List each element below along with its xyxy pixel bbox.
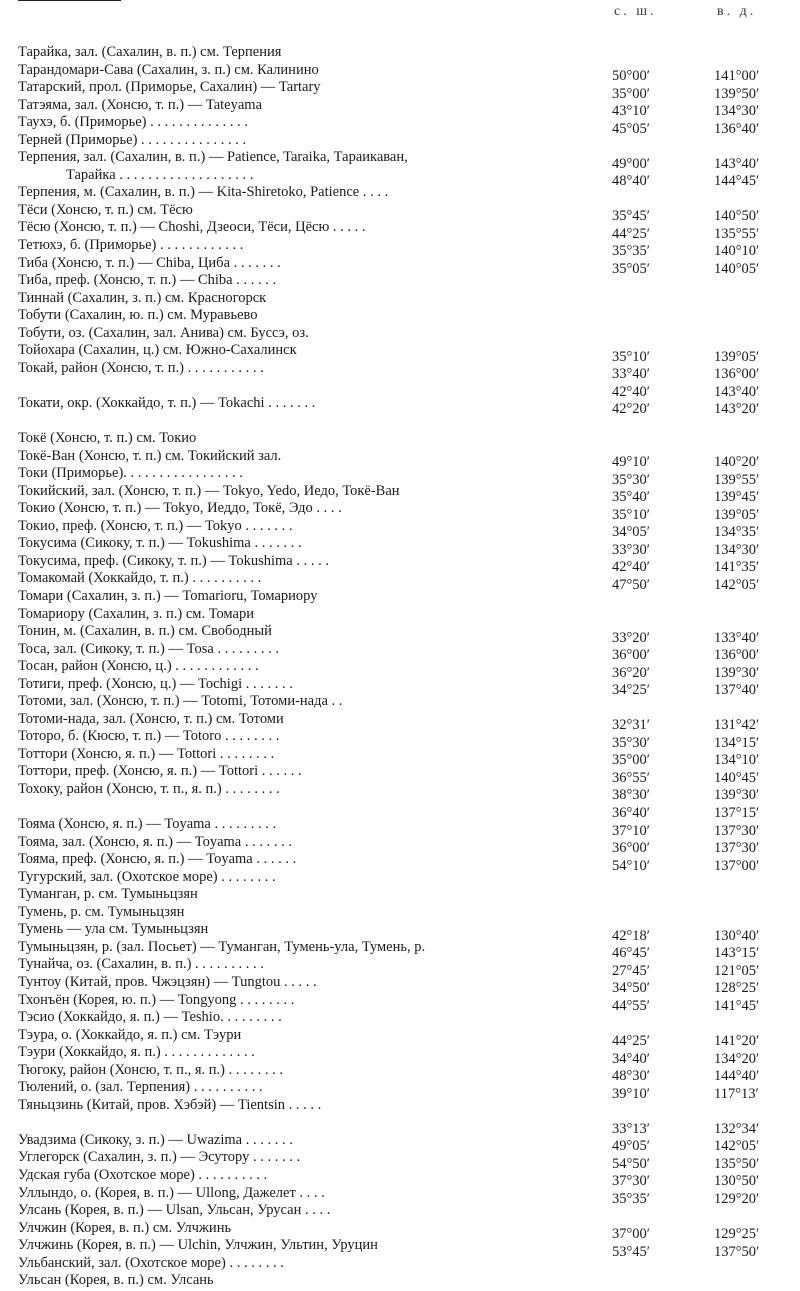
coordinate-row xyxy=(606,191,796,209)
coordinate-row xyxy=(606,208,796,226)
gazetteer-entry: Удская губа (Охотское море) . . . . . . . . . . xyxy=(18,1167,268,1183)
gazetteer-entry: Улсань (Корея, в. п.) — Ulsan, Ульсан, Урусан . . . . xyxy=(18,1202,331,1219)
latitude-value: 36°40′ xyxy=(612,804,650,821)
coordinate-row xyxy=(606,858,796,876)
longitude-value: 139°45′ xyxy=(714,489,760,506)
longitude-value: 140°05′ xyxy=(714,261,760,278)
longitude-value: 134°15′ xyxy=(714,734,760,751)
coordinate-row xyxy=(606,1244,796,1262)
longitude-value: 144°45′ xyxy=(714,173,760,190)
coordinate-row xyxy=(606,1138,796,1156)
longitude-value: 136°00′ xyxy=(714,647,760,664)
gazetteer-entry: Уллындо, о. (Корея, в. п.) — Ullong, Дажелет . . . . xyxy=(18,1184,325,1201)
coordinate-row xyxy=(606,384,796,402)
gazetteer-entry: Улчжин (Корея, в. п.) см. Улчжинь xyxy=(18,1219,232,1236)
latitude-value: 44°25′ xyxy=(612,1033,650,1050)
coordinate-row xyxy=(606,717,796,735)
gazetteer-entry: Тотиги, преф. (Хонсю, ц.) — Tochigi . . . . . . . xyxy=(18,675,293,692)
coordinate-row xyxy=(606,542,796,560)
gazetteer-entry: Тугурский, зал. (Охотское море) . . . . . . . . xyxy=(18,868,276,885)
longitude-value: 142°05′ xyxy=(714,576,760,593)
gazetteer-entry: Тумень — ула см. Тумыньцзян xyxy=(18,921,209,938)
gazetteer-entry: Тонин, м. (Сахалин, в. п.) см. Свободный xyxy=(18,623,272,640)
coordinate-row xyxy=(606,630,796,648)
coordinate-row xyxy=(606,577,796,595)
gazetteer-entry: Токийский, зал. (Хонсю, т. п.) — Tokyo, Yedo, Иедо, Токё-Ван xyxy=(18,482,400,499)
longitude-value: 134°35′ xyxy=(714,524,760,541)
latitude-value: 35°30′ xyxy=(612,734,650,751)
gazetteer-entry: Углегорск (Сахалин, з. п.) — Эсутору . . . . . . . xyxy=(18,1149,301,1166)
gazetteer-entry: Терпения, м. (Сахалин, в. п.) — Kita-Shiretoko, Patience . . . . xyxy=(18,184,389,201)
gazetteer-entry: Тумыньцзян, р. (зал. Посьет) — Туманган, Тумень-ула, Тумень, р. xyxy=(18,938,426,955)
coordinate-row xyxy=(606,243,796,261)
coordinate-row xyxy=(606,1016,796,1034)
gazetteer-entry: Ульсан (Корея, в. п.) см. Улсань xyxy=(18,1272,214,1289)
gazetteer-entry: Увадзима (Сикоку, з. п.) — Uwazima . . . . . . . xyxy=(18,1131,293,1148)
coordinate-row xyxy=(606,1033,796,1051)
longitude-value: 134°10′ xyxy=(714,752,760,769)
longitude-value: 133°40′ xyxy=(714,629,760,646)
longitude-value: 143°15′ xyxy=(714,945,760,962)
longitude-value: 139°50′ xyxy=(714,85,760,102)
coordinate-row xyxy=(606,682,796,700)
coordinate-row xyxy=(606,296,796,314)
gazetteer-entry: Тарандомари-Сава (Сахалин, з. п.) см. Калинино xyxy=(18,61,319,78)
gazetteer-entry: Ульбанский, зал. (Охотское море) . . . . . . . . xyxy=(18,1254,284,1271)
coordinate-row xyxy=(606,647,796,665)
latitude-value: 46°45′ xyxy=(612,945,650,962)
latitude-value: 34°50′ xyxy=(612,980,650,997)
latitude-value: 35°40′ xyxy=(612,489,650,506)
gazetteer-entry: Тобути (Сахалин, ю. п.) см. Муравьево xyxy=(18,307,258,324)
longitude-value: 129°20′ xyxy=(714,1191,760,1207)
longitude-value: 139°05′ xyxy=(714,506,760,523)
gazetteer-entry: Терней (Приморье) . . . . . . . . . . . . . . . xyxy=(18,131,247,148)
gazetteer-entry: Токусима (Сикоку, т. п.) — Tokushima . . . . . . . xyxy=(18,535,302,552)
longitude-value: 141°45′ xyxy=(714,997,760,1014)
coordinate-row xyxy=(606,419,796,437)
gazetteer-entry: Томариору (Сахалин, з. п.) см. Томари xyxy=(18,605,254,622)
latitude-value: 35°35′ xyxy=(612,243,650,260)
gazetteer-entry: Тоторо, б. (Кюсю, т. п.) — Totoro . . . . . . . . xyxy=(18,728,280,745)
latitude-value: 42°18′ xyxy=(612,927,650,944)
latitude-value: 37°30′ xyxy=(612,1173,650,1190)
latitude-value: 49°05′ xyxy=(612,1138,650,1155)
latitude-value: 53°45′ xyxy=(612,1243,650,1260)
gazetteer-entry: Токё (Хонсю, т. п.) см. Токио xyxy=(18,430,197,447)
coordinate-row xyxy=(606,1068,796,1086)
latitude-value: 35°10′ xyxy=(612,506,650,523)
coordinate-row xyxy=(606,401,796,419)
coordinate-row xyxy=(606,770,796,788)
latitude-value: 47°50′ xyxy=(612,576,650,593)
gazetteer-entry: Томари (Сахалин, з. п.) — Tomarioru, Томариору xyxy=(18,587,318,604)
latitude-value: 32°31′ xyxy=(612,717,650,734)
latitude-value: 48°40′ xyxy=(612,173,650,190)
latitude-value: 42°20′ xyxy=(612,401,650,418)
coordinate-row xyxy=(606,980,796,998)
gazetteer-entry: Тумень, р. см. Тумыньцзян xyxy=(18,903,185,920)
coordinate-row xyxy=(606,279,796,297)
longitude-value: 136°40′ xyxy=(714,120,760,137)
gazetteer-entry: Тэсио (Хоккайдо, я. п.) — Teshio. . . . . . . . . xyxy=(18,1009,282,1026)
latitude-value: 35°05′ xyxy=(612,261,650,278)
gazetteer-entry: Токи (Приморье). . . . . . . . . . . . . . . . . xyxy=(18,465,243,482)
longitude-value: 143°40′ xyxy=(714,155,760,172)
latitude-value: 36°00′ xyxy=(612,647,650,664)
coordinate-row xyxy=(606,893,796,911)
gazetteer-entry: Тёсю (Хонсю, т. п.) — Choshi, Дзеоси, Тёси, Цёсю . . . . . xyxy=(18,219,366,236)
gazetteer-coordinates-column xyxy=(606,68,796,1261)
longitude-value: 140°45′ xyxy=(714,769,760,786)
coordinate-row xyxy=(606,1086,796,1104)
gazetteer-entry: Улчжинь (Корея, в. п.) — Ulchin, Улчжин, Ультин, Уруцин xyxy=(18,1237,378,1254)
longitude-value: 137°50′ xyxy=(714,1243,760,1260)
coordinate-row xyxy=(606,963,796,981)
longitude-value: 134°30′ xyxy=(714,103,760,120)
longitude-value: 121°05′ xyxy=(714,962,760,979)
gazetteer-entry: Тоса, зал. (Сикоку, т. п.) — Tosa . . . . . . . . . xyxy=(18,640,280,657)
longitude-value: 140°50′ xyxy=(714,208,760,225)
latitude-value: 49°00′ xyxy=(612,155,650,172)
coordinate-row xyxy=(606,559,796,577)
longitude-value: 140°20′ xyxy=(714,454,760,471)
gazetteer-entry: Тетюхэ, б. (Приморье) . . . . . . . . . . . . xyxy=(18,237,244,254)
gazetteer-entry: Томакомай (Хоккайдо, т. п.) . . . . . . . . . . xyxy=(18,570,262,587)
blank-line xyxy=(18,377,598,395)
longitude-value: 141°00′ xyxy=(714,68,760,84)
latitude-header: с. ш. xyxy=(614,4,657,19)
gazetteer-entry: Тиба (Хонсю, т. п.) — Chiba, Циба . . . . . . . xyxy=(18,254,281,271)
gazetteer-entry: Тэури (Хоккайдо, я. п.) . . . . . . . . . . . . . xyxy=(18,1044,255,1061)
gazetteer-entry: Тарайка, зал. (Сахалин, в. п.) см. Терпения xyxy=(18,44,282,60)
latitude-value: 35°30′ xyxy=(612,471,650,488)
coordinate-row xyxy=(606,700,796,718)
coordinate-row xyxy=(606,665,796,683)
longitude-value: 132°34′ xyxy=(714,1120,760,1137)
latitude-value: 37°00′ xyxy=(612,1226,650,1243)
gazetteer-entry: Терпения, зал. (Сахалин, в. п.) — Patience, Taraika, Тараикаван, xyxy=(18,149,408,166)
coordinate-row xyxy=(606,910,796,928)
coordinate-row xyxy=(606,454,796,472)
longitude-value: 135°55′ xyxy=(714,225,760,242)
coordinate-row xyxy=(606,875,796,893)
coordinate-row xyxy=(606,1226,796,1244)
gazetteer-entry: Тояма, преф. (Хонсю, я. п.) — Toyama . . . . . . xyxy=(18,851,297,868)
coordinate-row xyxy=(606,86,796,104)
coordinate-row xyxy=(606,103,796,121)
longitude-value: 143°40′ xyxy=(714,383,760,400)
gazetteer-entry: Токати, окр. (Хоккайдо, т. п.) — Tokachi . . . . . . . xyxy=(18,394,316,411)
latitude-value: 36°00′ xyxy=(612,840,650,857)
longitude-value: 128°25′ xyxy=(714,980,760,997)
coordinate-row xyxy=(606,366,796,384)
gazetteer-entry: Токио (Хонсю, т. п.) — Tokyo, Иеддо, Токё, Эдо . . . . xyxy=(18,500,342,517)
latitude-value: 33°40′ xyxy=(612,366,650,383)
coordinate-row xyxy=(606,472,796,490)
coordinate-row xyxy=(606,507,796,525)
coordinate-row xyxy=(606,1191,796,1209)
gazetteer-entry: Тиба, преф. (Хонсю, т. п.) — Chiba . . . . . . xyxy=(18,272,277,289)
coordinate-row xyxy=(606,156,796,174)
latitude-value: 33°20′ xyxy=(612,629,650,646)
coordinate-row xyxy=(606,524,796,542)
gazetteer-names-column xyxy=(18,44,598,1290)
longitude-value: 130°40′ xyxy=(714,927,760,944)
longitude-value: 141°35′ xyxy=(714,559,760,576)
latitude-value: 37°10′ xyxy=(612,822,650,839)
gazetteer-entry: Токё-Ван (Хонсю, т. п.) см. Токийский зал. xyxy=(18,447,282,464)
gazetteer-entry: Тяньцзинь (Китай, пров. Хэбэй) — Tientsin . . . . . xyxy=(18,1096,322,1113)
coordinate-row xyxy=(606,261,796,279)
latitude-value: 34°05′ xyxy=(612,524,650,541)
latitude-value: 49°10′ xyxy=(612,454,650,471)
gazetteer-entry: Тиннай (Сахалин, з. п.) см. Красногорск xyxy=(18,289,267,306)
gazetteer-entry: Тотоми-нада, зал. (Хонсю, т. п.) см. Тотоми xyxy=(18,710,284,727)
gazetteer-entry: Тосан, район (Хонсю, ц.) . . . . . . . . . . . . xyxy=(18,658,259,675)
coordinate-row xyxy=(606,138,796,156)
coordinate-row xyxy=(606,998,796,1016)
longitude-value: 137°30′ xyxy=(714,840,760,857)
coordinate-row xyxy=(606,173,796,191)
coordinate-row xyxy=(606,1209,796,1227)
gazetteer-entry: Тояма, зал. (Хонсю, я. п.) — Toyama . . . . . . . xyxy=(18,833,292,850)
latitude-value: 35°10′ xyxy=(612,348,650,365)
gazetteer-entry: Тунайча, оз. (Сахалин, в. п.) . . . . . . . . . . xyxy=(18,956,264,973)
gazetteer-entry: Тунтоу (Китай, пров. Чжэцзян) — Tungtou . . . . . xyxy=(18,973,317,990)
coordinate-row xyxy=(606,1051,796,1069)
longitude-value: 131°42′ xyxy=(714,717,760,734)
latitude-value: 48°30′ xyxy=(612,1068,650,1085)
coordinate-row xyxy=(606,1173,796,1191)
longitude-value: 117°13′ xyxy=(714,1085,759,1102)
longitude-value: 139°05′ xyxy=(714,348,760,365)
coordinate-row xyxy=(606,612,796,630)
gazetteer-entry: Токио, преф. (Хонсю, т. п.) — Tokyo . . . . . . . xyxy=(18,517,293,534)
longitude-value: 130°50′ xyxy=(714,1173,760,1190)
latitude-value: 42°40′ xyxy=(612,559,650,576)
latitude-value: 44°55′ xyxy=(612,997,650,1014)
blank-line xyxy=(18,799,598,817)
latitude-value: 38°30′ xyxy=(612,787,650,804)
latitude-value: 35°00′ xyxy=(612,85,650,102)
latitude-value: 35°45′ xyxy=(612,208,650,225)
gazetteer-entry: Таухэ, б. (Приморье) . . . . . . . . . . . . . . xyxy=(18,114,248,131)
latitude-value: 36°20′ xyxy=(612,664,650,681)
coordinate-row xyxy=(606,349,796,367)
latitude-value: 35°35′ xyxy=(612,1191,650,1207)
coordinate-row xyxy=(606,314,796,332)
blank-line xyxy=(18,412,598,430)
coordinate-row xyxy=(606,823,796,841)
latitude-value: 39°10′ xyxy=(612,1085,650,1102)
latitude-value: 33°13′ xyxy=(612,1120,650,1137)
gazetteer-entry: Тоттори, преф. (Хонсю, я. п.) — Tottori . . . . . . xyxy=(18,763,302,780)
coordinate-row xyxy=(606,436,796,454)
latitude-value: 44°25′ xyxy=(612,225,650,242)
coordinate-row xyxy=(606,121,796,139)
gazetteer-entry: Тюлений, о. (зал. Терпения) . . . . . . . . . . xyxy=(18,1079,263,1096)
gazetteer-entry: Тояма (Хонсю, я. п.) — Toyama . . . . . . . . . xyxy=(18,816,277,833)
gazetteer-entry: Тхонъён (Корея, ю. п.) — Tongyong . . . . . . . . xyxy=(18,991,295,1008)
latitude-value: 50°00′ xyxy=(612,68,650,84)
latitude-value: 34°25′ xyxy=(612,682,650,699)
gazetteer-entry: Татарский, прол. (Приморье, Сахалин) — Tartary xyxy=(18,79,321,96)
coordinate-row xyxy=(606,68,796,86)
longitude-value: 139°30′ xyxy=(714,664,760,681)
longitude-value: 135°50′ xyxy=(714,1155,760,1172)
gazetteer-entry: Токай, район (Хонсю, т. п.) . . . . . . . . . . . xyxy=(18,359,264,376)
gazetteer-entry: Тоттори (Хонсю, я. п.) — Tottori . . . . . . . . xyxy=(18,745,275,762)
gazetteer-entry: Тюгоку, район (Хонсю, т. п., я. п.) . . . . . . . . xyxy=(18,1061,283,1078)
longitude-value: 136°00′ xyxy=(714,366,760,383)
longitude-value: 141°20′ xyxy=(714,1033,760,1050)
longitude-value: 139°30′ xyxy=(714,787,760,804)
coordinate-row xyxy=(606,928,796,946)
latitude-value: 54°50′ xyxy=(612,1155,650,1172)
longitude-value: 137°00′ xyxy=(714,857,760,874)
longitude-value: 139°55′ xyxy=(714,471,760,488)
longitude-value: 134°30′ xyxy=(714,541,760,558)
top-rule xyxy=(18,0,121,1)
coordinate-row xyxy=(606,787,796,805)
gazetteer-entry: Токусима, преф. (Сикоку, т. п.) — Tokushima . . . . . xyxy=(18,552,329,569)
coordinate-row xyxy=(606,226,796,244)
gazetteer-entry: Тарайка . . . . . . . . . . . . . . . . . . . xyxy=(66,166,254,183)
gazetteer-entry: Тобути, оз. (Сахалин, зал. Анива) см. Буссэ, оз. xyxy=(18,324,309,341)
coordinate-row xyxy=(606,489,796,507)
coordinate-row xyxy=(606,1103,796,1121)
latitude-value: 54°10′ xyxy=(612,857,650,874)
coordinate-row xyxy=(606,752,796,770)
coordinate-row xyxy=(606,945,796,963)
longitude-value: 137°40′ xyxy=(714,682,760,699)
gazetteer-entry: Тойохара (Сахалин, ц.) см. Южно-Сахалинск xyxy=(18,342,297,359)
coordinate-row xyxy=(606,1121,796,1139)
latitude-value: 36°55′ xyxy=(612,769,650,786)
latitude-value: 45°05′ xyxy=(612,120,650,137)
gazetteer-entry: Тёси (Хонсю, т. п.) см. Тёсю xyxy=(18,201,193,218)
coordinate-row xyxy=(606,840,796,858)
gazetteer-entry: Тотоми, зал. (Хонсю, т. п.) — Totomi, Тотоми-нада . . xyxy=(18,693,343,710)
longitude-header: в. д. xyxy=(717,4,757,19)
gazetteer-entry: Тэура, о. (Хоккайдо, я. п.) см. Тэури xyxy=(18,1026,242,1043)
coordinate-row xyxy=(606,594,796,612)
gazetteer-entry: Туманган, р. см. Тумыньцзян xyxy=(18,886,198,903)
latitude-value: 33°30′ xyxy=(612,541,650,558)
coordinate-row xyxy=(606,331,796,349)
gazetteer-entry: Тохоку, район (Хонсю, т. п., я. п.) . . . . . . . . xyxy=(18,780,280,797)
longitude-value: 143°20′ xyxy=(714,401,760,418)
longitude-value: 142°05′ xyxy=(714,1138,760,1155)
gazetteer-entry: Татэяма, зал. (Хонсю, т. п.) — Tateyama xyxy=(18,96,263,113)
latitude-value: 42°40′ xyxy=(612,383,650,400)
latitude-value: 34°40′ xyxy=(612,1050,650,1067)
coordinate-row xyxy=(606,735,796,753)
longitude-value: 144°40′ xyxy=(714,1068,760,1085)
longitude-value: 134°20′ xyxy=(714,1050,760,1067)
coordinate-row xyxy=(606,1156,796,1174)
longitude-value: 129°25′ xyxy=(714,1226,760,1243)
latitude-value: 27°45′ xyxy=(612,962,650,979)
longitude-value: 137°15′ xyxy=(714,804,760,821)
longitude-value: 140°10′ xyxy=(714,243,760,260)
blank-line xyxy=(18,1114,598,1132)
latitude-value: 43°10′ xyxy=(612,103,650,120)
coordinate-row xyxy=(606,805,796,823)
latitude-value: 35°00′ xyxy=(612,752,650,769)
longitude-value: 137°30′ xyxy=(714,822,760,839)
